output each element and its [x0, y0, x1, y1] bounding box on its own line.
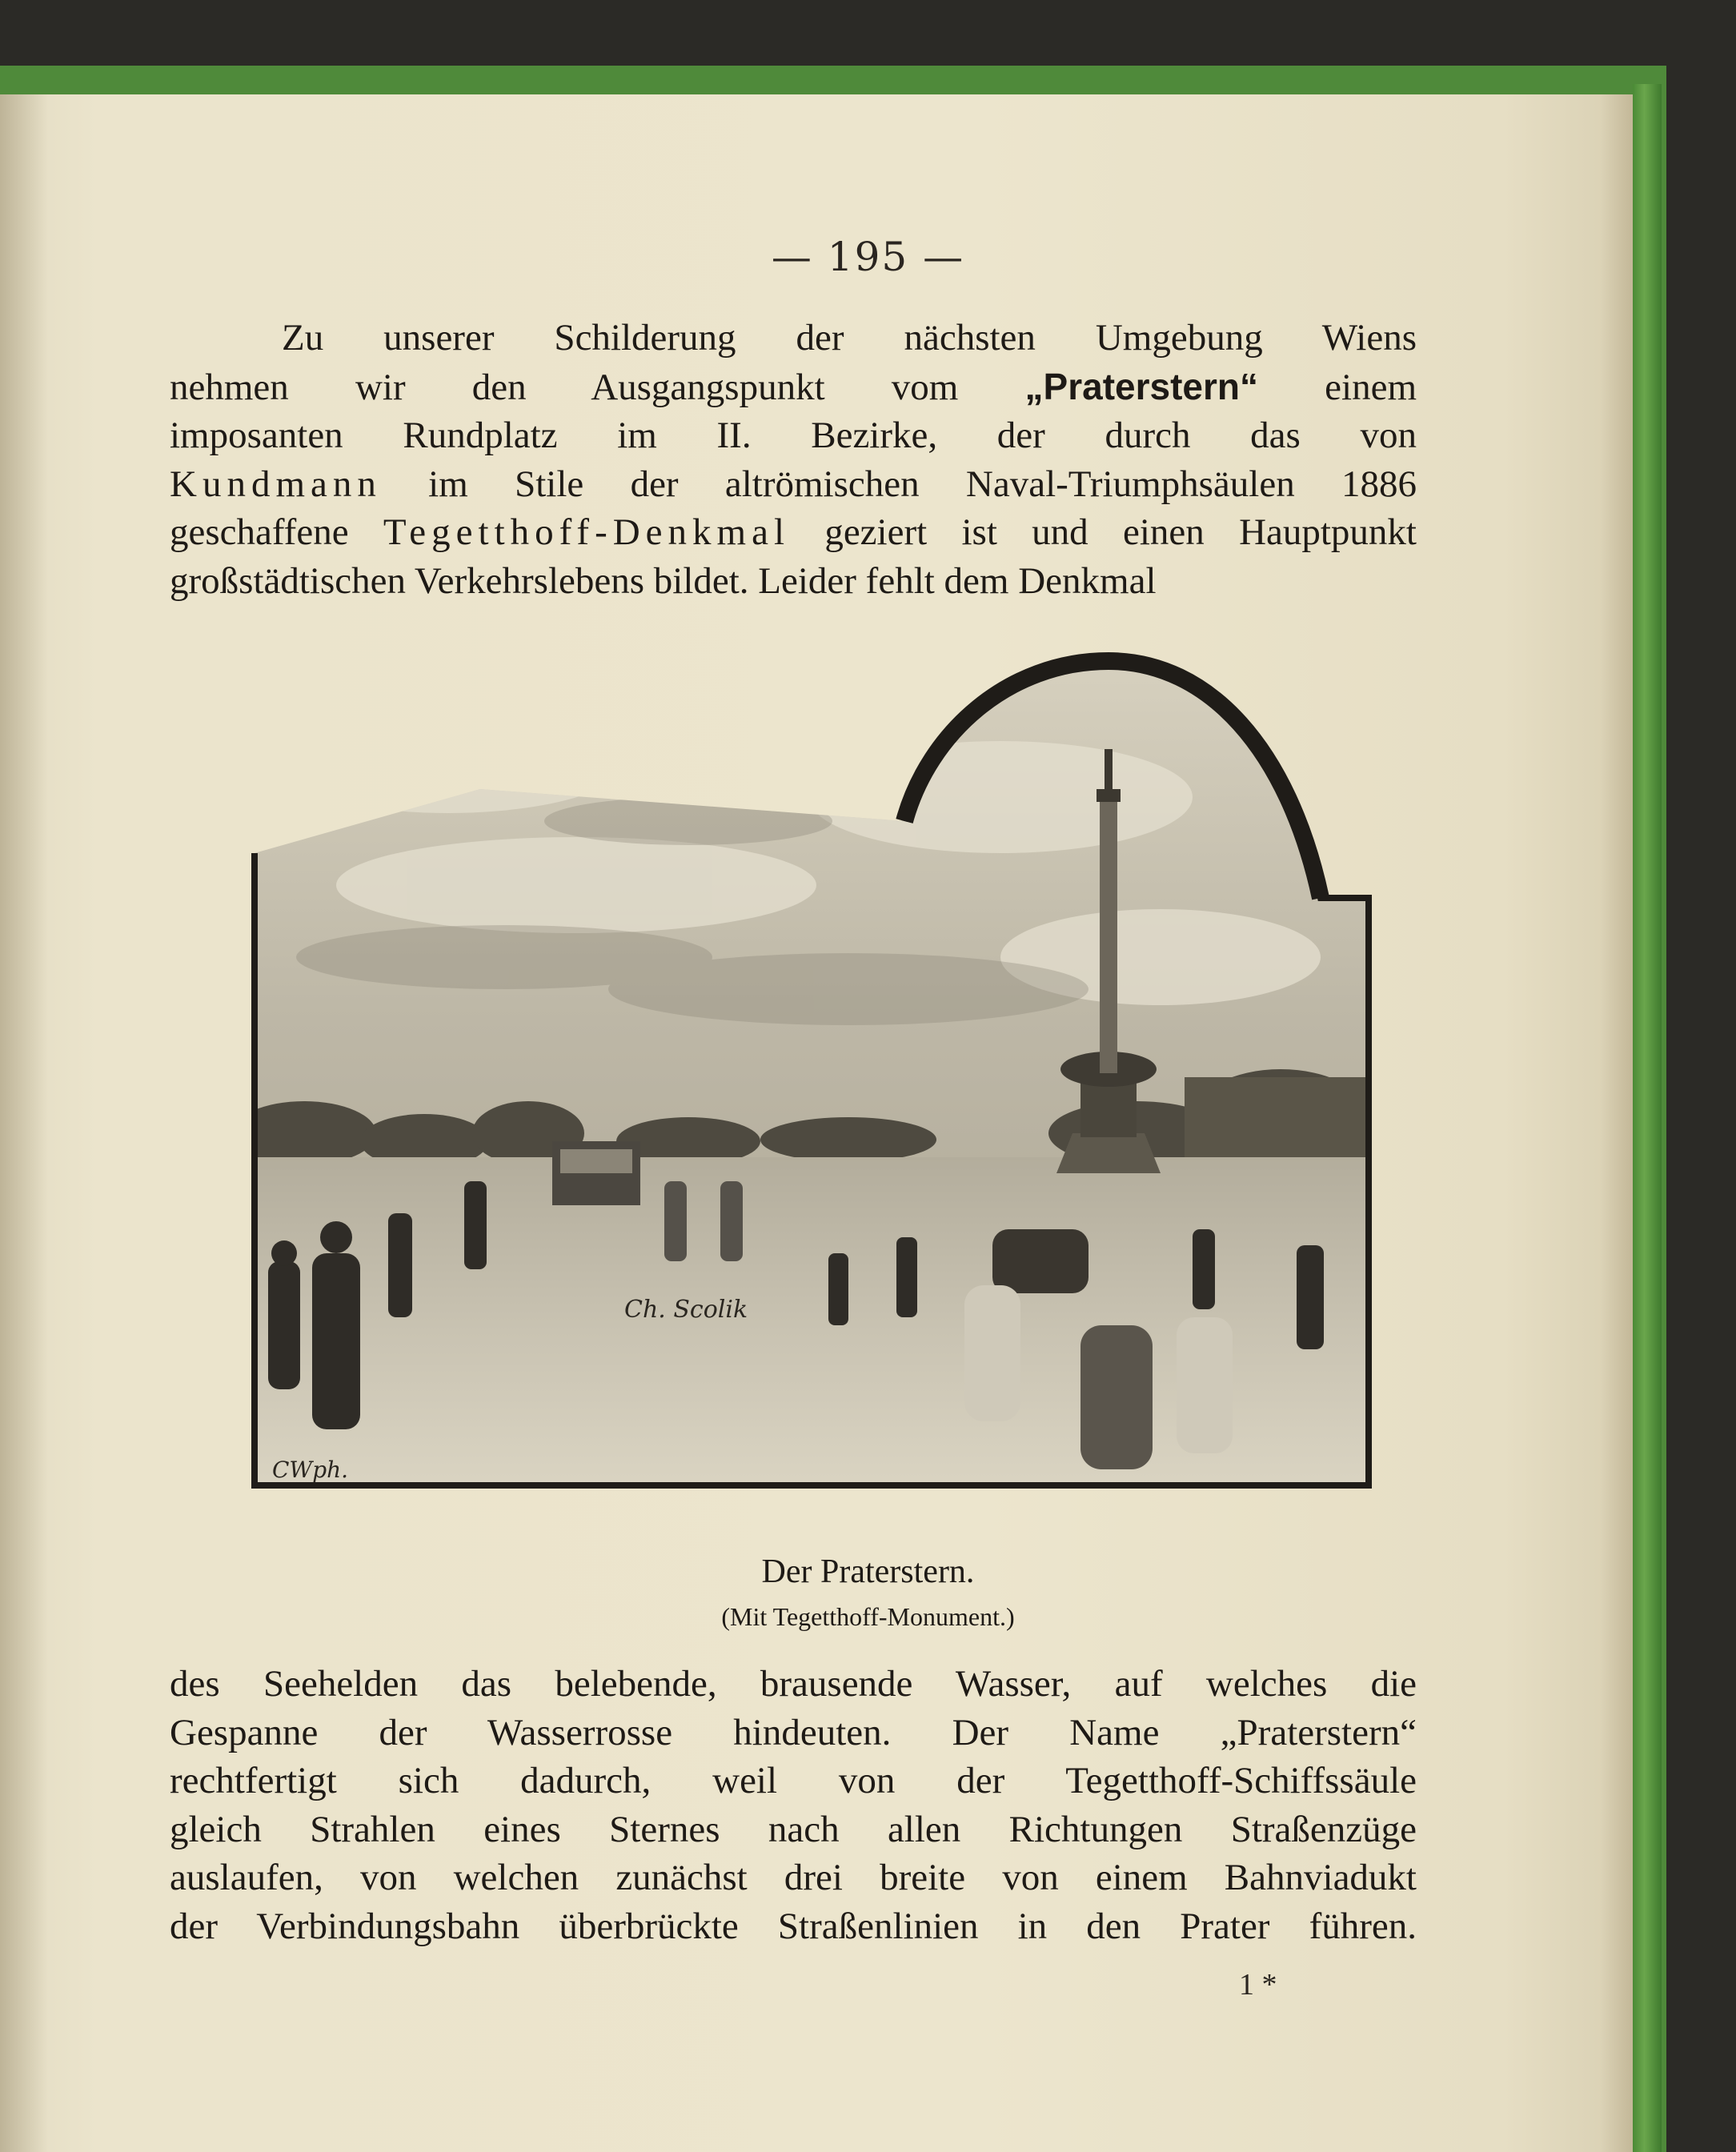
engraver-signature: Ch. Scolik: [624, 1296, 748, 1324]
page-number: — 195 —: [771, 234, 965, 280]
text-line: des Seehelden das belebende, brausende Wasser, auf welches die: [170, 1663, 1417, 1705]
text-line: [170, 363, 1417, 412]
monument-name: Tegetthoff-Denkmal: [383, 511, 791, 553]
text-line: der Verbindungsbahn überbrückte Straßenlinien in den Prater führen.: [170, 1905, 1417, 1947]
text-line: imposanten Rundplatz im II. Bezirke, der durch das von: [170, 415, 1417, 456]
page-gutter-shadow: [0, 94, 48, 2152]
text-fragment: geschaffene: [170, 511, 383, 553]
engraving-scene: [240, 621, 1377, 1506]
sculptor-name: Kundmann: [170, 463, 382, 505]
text-fragment: einem: [1258, 366, 1417, 408]
paragraph-continued: [170, 1660, 1417, 1950]
engraver-monogram: CWph.: [272, 1457, 349, 1483]
text-line: gleich Strahlen eines Sternes nach allen Richtungen Straßenzüge: [170, 1808, 1417, 1850]
tram-car: [552, 1141, 640, 1205]
text-line: rechtfertigt sich dadurch, weil von der Tegetthoff-Schiffssäule: [170, 1760, 1417, 1801]
text-line: Gespanne der Wasserrosse hindeuten. Der Name „Praterstern“: [170, 1711, 1417, 1753]
praterstern-illustration: [240, 621, 1377, 1506]
signature-mark: 1 *: [1239, 1968, 1277, 2002]
book-spine-edge: [1633, 84, 1662, 2152]
text-fragment: nehmen wir den Ausgangspunkt vom: [170, 366, 1025, 408]
text-line: auslaufen, von welchen zunächst drei breite von einem Bahnviadukt: [170, 1857, 1417, 1898]
figure-caption-title: Der Praterstern.: [761, 1553, 975, 1590]
paragraph-intro: [170, 314, 1417, 605]
place-name-praterstern: „Praterstern“: [1024, 365, 1258, 407]
text-fragment: geziert ist und einen Hauptpunkt: [790, 511, 1417, 553]
text-line: [170, 460, 1417, 509]
text-fragment: im Stile der altrömischen Naval-Triumphsäulen 1886: [381, 463, 1417, 505]
page-edge-shadow: [1601, 94, 1633, 2152]
text-line: Zu unserer Schilderung der nächsten Umgebung Wiens: [282, 317, 1417, 359]
building-right: [1185, 1077, 1369, 1165]
figure-caption-subtitle: (Mit Tegetthoff-Monument.): [721, 1602, 1015, 1631]
text-line: [170, 508, 1417, 557]
text-line: großstädtischen Verkehrslebens bildet. Leider fehlt dem Denkmal: [170, 559, 1157, 602]
